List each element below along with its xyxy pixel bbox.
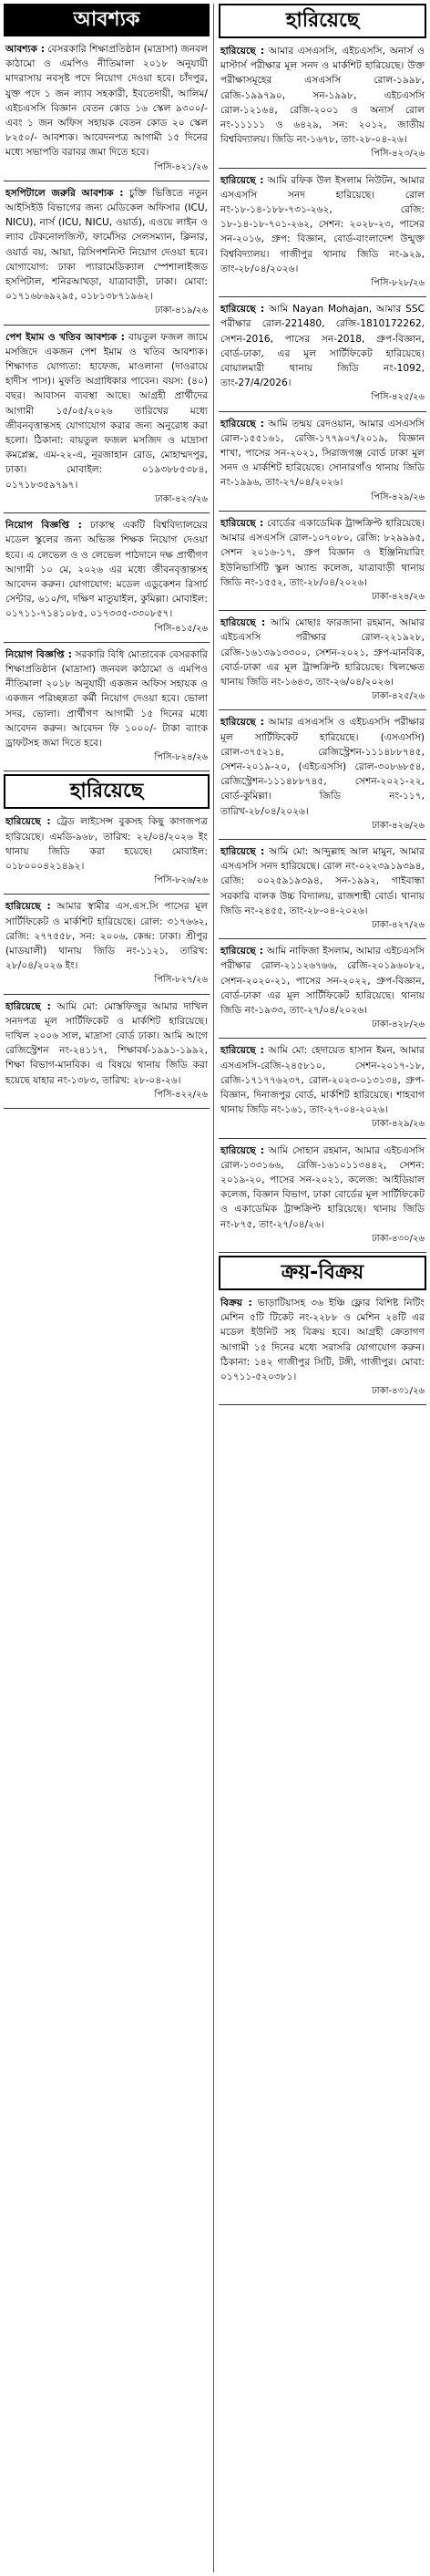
ad-text: ঢাকাস্থ একটি বিশ্ববিদ্যালয়ের মডেল স্কুলের জন্য অভিজ্ঞ শিক্ষক নিয়োগ দেওয়া হবে। এ লেভেল ও ও লেভেল পাঠদানে দক্ষ প্রার্থীগণ আগামী ১০ মে, ২০২৬ এর মধ্যে জীবনবৃত্তান্তসহ আবেদন করুন। যোগাযোগ: মডেল এডুকেশন রিসার্চ সেন্টার, ৬১০/গ, দক্ষিণ মাতুয়াইল, কুমিল্লা। মোবাইল: ০১৭১১-৭১৪১০৮৫, ০১৭৩৩৫-৩৩০৮৫৭। bbox=[5, 520, 208, 620]
ad-text: বেসরকারি শিক্ষাপ্রতিষ্ঠান (মাদ্রাসা) জনবল কাঠামো ও এমপিও নীতিমালা ২০১৮ অনুযায়ী মাদরাসায় নবসৃষ্ট পদে নিয়োগ দেওয়া হবে। চাঁদপুর, যুক্ত পদে ১ জন ল্যাব সহকারী, ইবতেদায়ী, আলিম/এইচএসসি বিজ্ঞান বেতন কোড ১৬ স্কেল ৯৩০০/- এবং ১ জন অফিস সহায়ক বেতন কোড ২০ স্কেল ৮২৫০/- আবশ্যক। আবেদনপত্র আগামী ১৫ দিনের মধ্যে সভাপতি বরাবর জমা দিতে হবে। bbox=[5, 44, 208, 159]
ad-text: আমি মোছাঃ ফারজানা রহমান, আমার এইচএসসি পরীক্ষার রোল-২২১৯২৮, রেজি-১৬১৩৯১৩৩০০, সেশন-২০২১, গ্রুপ-মানবিক, বোর্ড-ঢাকা এর মূল ট্রান্সক্রিপ্ট হারিয়েছে। খিলক্ষেত থানায় জিডি নং-১৬৪৩, তাং-২৬/০৪/২০২৬। bbox=[220, 617, 425, 688]
classified-ad bbox=[219, 843, 426, 939]
ad-keyword: হারিয়েছে : bbox=[220, 418, 264, 429]
section-header-lost: হারিয়েছে bbox=[219, 4, 426, 38]
ad-reference: পিসি-৮২৭/২৬ bbox=[154, 975, 208, 986]
ad-keyword: হারিয়েছে : bbox=[220, 717, 264, 729]
ad-keyword: হারিয়েছে : bbox=[220, 946, 263, 957]
ad-reference: পিসি-৮২৮/২৬ bbox=[371, 278, 425, 289]
ad-reference: ঢাকা-৪২৫/২৬ bbox=[372, 691, 425, 702]
classified-ad bbox=[4, 897, 210, 994]
ad-reference: ঢাকা-৪২৭/২৬ bbox=[372, 919, 425, 930]
classified-ad bbox=[219, 171, 426, 298]
classified-ad bbox=[219, 300, 426, 411]
classified-ad bbox=[4, 646, 210, 772]
classified-ad bbox=[219, 1142, 426, 1253]
ad-keyword: হারিয়েছে : bbox=[220, 617, 266, 629]
ad-text: আমি মো: আব্দুল্লাহ আল মামুন, আমার এসএসসি সনদ হারিয়েছে। রোল নং-০২২৩৯১৯৩৯৪, রেজি: ০০২৫৯১৯৩৯৪, সন-১৯৯২, গাইবান্ধা সরকারি বালক উচ্চ বিদ্যালয়, রাজশাহী বোর্ড। থানায় জিডি নং-২৪৫৫, তাং-২৮-০৪-২০২৬। bbox=[220, 845, 425, 916]
ad-reference: পিসি-৮২৬/২৬ bbox=[154, 875, 208, 886]
ad-text: আমি মো: মোস্তফিজুর আমার দাখিল সনদপত্র মূল সার্টিফিকেট ও মার্কশিট হারিয়েছে। দাখিল ২০০৬ সাল, মাদ্রাসা বোর্ড ঢাকা। আমি আগে রেজিস্ট্রেশন নং-২৪১১৭, শিক্ষাবর্ষ-১৯৯১-১৯৯২, শিক্ষা বিভাগ-মানবিক। এ বিষয়ে থানায় জিডি করা হয়েছে যাহার নং-১৩৮৩, তারিখ: ২৮-০৪-২৬। bbox=[5, 1000, 208, 1086]
ad-text: চুক্তি ভিত্তিতে নতুন আইসিইউ বিভাগের জন্য মেডিকেল অফিসার (ICU, NICU), নার্স (ICU, NICU, ওয়ার্ড), এওয়ে লাইন ও ল্যাব টেকনোলজিস্ট, ফার্মেসির সেলসম্যান, ক্লিনার, ওয়ার্ড বয়, আয়া, রিসিপশনিস্ট নিয়োগ দেওয়া হবে। যোগাযোগ: ঢাকা প্যারামেডিক্যাল স্পেশালাইজড হসপিটাল, শনিরআখড়া, যাত্রাবাড়ী, ঢাকা। মোবা: ০১৭১৬৮৬৯২৯৫, ০১৮১৩৮৭১৯৬২। bbox=[5, 187, 208, 303]
ad-keyword: পেশ ইমাম ও খতিব আবশ্যক : bbox=[5, 331, 125, 343]
section-header-buy-sell: ক্রয়-বিক্রয় bbox=[219, 1256, 426, 1290]
classified-ad bbox=[4, 516, 210, 643]
ad-text: ভাড়াটিয়াসহ ৩৬ ইঞ্চি ফ্লোর বিশিষ্ট নিটিং মেশিন ৫টি টিকেট নং-২২৮৮ ও মেশিন ২৪টি এর মডেল ইউনিট সহ বিক্রয় হবে। আগ্রহী ক্রেতাগণ আগামী ১৫ দিনের মধ্যে সরাসরি যোগাযোগ করুন। ঠিকানা: ১৪২ গাজীপুর সিটি, টঙ্গী, গাজীপুর। মোবা: ০১৭১১-৫২০৩৮১। bbox=[220, 1298, 425, 1383]
classified-ad bbox=[4, 40, 210, 181]
classified-ad bbox=[4, 998, 210, 1109]
ad-keyword: হারিয়েছে : bbox=[220, 174, 264, 186]
right-column bbox=[219, 4, 426, 2572]
ad-keyword: হারিয়েছে : bbox=[220, 1144, 264, 1156]
ad-reference: ঢাকা-৪২৬/২৬ bbox=[372, 820, 425, 831]
ad-keyword: নিয়োগ বিজ্ঞপ্তি : bbox=[5, 520, 82, 532]
classified-ad bbox=[219, 942, 426, 1039]
ad-keyword: হারিয়েছে : bbox=[220, 304, 265, 316]
classified-ad bbox=[219, 614, 426, 710]
ad-keyword: আবশ্যক : bbox=[5, 44, 45, 55]
classified-ad bbox=[219, 514, 426, 611]
ad-keyword: হারিয়েছে : bbox=[5, 1000, 51, 1012]
classified-ad bbox=[4, 812, 210, 895]
ad-keyword: হারিয়েছে : bbox=[5, 816, 51, 828]
ad-reference: ঢাকা-৪২৮/২৬ bbox=[372, 1019, 425, 1030]
classified-ad bbox=[219, 1294, 426, 1405]
ad-text: সরকারি বিধি মোতাবেক বেসরকারি শিক্ষাপ্রতিষ্ঠান (মাদ্রাসা) জনবল কাঠামো ও এমপিও নীতিমালা ২০১৮ অনুযায়ী একজন অফিস সহায়ক ও একজন পরিচ্ছন্নতা কর্মী নিয়োগ দেওয়া হবে। ভোলা সদর, ভোলা। প্রার্থীগণ আগামী ১৫ দিনের মধ্যে আবেদন করুন। আবেদন ফি ১০০০/- টাকা ব্যাংক ড্রাফটসহ জমা দিতে হবে। bbox=[5, 648, 208, 749]
ad-keyword: হসপিটালে জরুরি আবশ্যক : bbox=[5, 187, 124, 199]
ad-keyword: হারিয়েছে : bbox=[5, 901, 51, 913]
ad-reference: ঢাকা-৪৩০/২৬ bbox=[372, 1233, 425, 1244]
ad-text: আমার এসএসসি ও এইচএসসি পরীক্ষার মূল সার্টিফিকেট হারিয়েছে। (এসএসসি) রোল-৩৭৫২১৪, রেজিস্ট্রেশন-১১১৪৮৮৭৪৫, সেশন-২০১৯-২০, (এইচএসসি) রোল-৩০৮৬৮৫৪, রেজিস্ট্রেশন-১১১৪৮৮৭৪৫, সেশন-২০২১-২২, বোর্ড-কুমিল্লা। জিডি নং-১১৭, তারিখ-২৮/০৪/২০২৬। bbox=[220, 717, 425, 817]
ad-keyword: বিক্রয় : bbox=[220, 1298, 252, 1309]
ad-reference: ঢাকা-৪২৪/২৬ bbox=[372, 591, 425, 602]
classified-ad bbox=[4, 184, 210, 326]
ad-text: ট্রেড লাইসেন্স বুকসহ কিছু কাগজপত্র হারিয়েছে। এমডি-৯৬৮, তারিখ: ২২/০৪/২০২৬ ইং থানায় জিডি করা হয়েছে। মোবাইল: ০১৮০০০৪২১৪৯২। bbox=[5, 816, 208, 872]
ad-reference: ঢাকা-৪২৩/২৬ bbox=[155, 493, 208, 504]
ad-reference: পিসি-৪২১/২৬ bbox=[154, 161, 208, 172]
ad-keyword: হারিয়েছে : bbox=[220, 46, 265, 57]
ad-reference: পিসি-৪২৩/২৬ bbox=[371, 149, 425, 160]
ad-text: আমি নাফিজা ইসলাম, আমার এইচএসসি পরীক্ষার রোল-২১১২৬৭৬৬, রেজি-২০১৯৬০৮২, সেশন-২০২০-২১, পাসের সন-২০২২, গ্রুপ-বিজ্ঞান, বোর্ড-ঢাকা এর মূল সার্টিফিকেট হারিয়েছে। থানায় জিডি নং-১৯৩৩, তাং-২৭/০৪/২০২৬। bbox=[220, 946, 425, 1016]
section-header-lost-left: হারিয়েছে bbox=[4, 774, 210, 809]
ad-text: আমি Nayan Mohajan, আমার SSC পরীক্ষার রোল-221480, রেজি-1810172262, সেশন-2016, পাসের সন-2018, গ্রুপ-বিজ্ঞান, বোর্ড-ঢাকা, এর মূল সার্টিফিকেট হারিয়েছে। বোয়ালমারী থানায় জিডি নং-1092, তাং-27/4/2026। bbox=[220, 304, 425, 389]
classified-ad bbox=[4, 328, 210, 513]
classified-ad bbox=[219, 42, 426, 169]
ad-reference: পিসি-৪২৯/২৬ bbox=[371, 491, 425, 502]
ad-text: আমার স্বামীর এস.এস.সি পাসের মূল সার্টিফিকেট ও মার্কশিট হারিয়েছে। রোল: ৩১৭৬৬২, রেজি: ২৭৭৫৫৮, সন: ২০০৬, কেন্দ্র: ঢাকা। শ্রীপুর (মাডয়ালী) থানায় জিডি নং-১১২১, তারিখ: ২৮/০৪/২০২৬ ইং। bbox=[5, 901, 208, 972]
ad-reference: ঢাকা-৪১৯/২৬ bbox=[155, 305, 208, 316]
ad-keyword: হারিয়েছে : bbox=[220, 1045, 264, 1057]
ad-text: আমার এসএসসি, এইচএসসি, অনার্স ও মাস্টার্স পরীক্ষার মূল সনদ ও মার্কশিট হারিয়েছে। উক্ত পরীক্ষাসমূহের এসএসসি রোল-১৯৯৮, রেজি-১৯৯৭৯০, সন-১৯৯৮, এইচএসসি রোল-১২১৬৪, রেজি-২০০১ ও অনার্স রোল নং-১১১১১ ও ৬৪২৯, সন: ২০১২, জাতীয় বিশ্ববিদ্যালয়। জিডি নং-১৬৭৮, তাং-২৮-০৪-২৬। bbox=[220, 46, 425, 146]
classified-ad bbox=[219, 713, 426, 840]
classified-ad bbox=[219, 1041, 426, 1138]
ad-keyword: হারিয়েছে : bbox=[220, 845, 265, 857]
ad-reference: পিসি-৪২৫/২৬ bbox=[371, 392, 425, 403]
section-header-wanted: আবশ্যক bbox=[4, 4, 210, 36]
ad-text: বোর্ডের একাডেমিক ট্রান্সক্রিপ্ট হারিয়েছে। আমার এসএসসি রোল-১০৭০৮০, রেজি: ৮২৯৯৯৫, সেশন ২০১৬-১৭, গ্রুপ বিজ্ঞান ও ইঞ্জিনিয়ারিং ইউনিভার্সিটি স্কুল অ্যান্ড কলেজ, যাত্রাবাড়ী থানায় জিডি নং-১৫৫২, তাং-২৮/০৪/২০২৬। bbox=[220, 517, 425, 588]
left-column bbox=[4, 4, 210, 2572]
ad-text: আমি তন্ময় রেদওয়ান, আমার এসএসসি রোল-১৫৫১৬১, রেজি-১৭৭৯০৭/২০১৯, বিজ্ঞান শাখা, পাসের সন-২০২১, সিরাজগঞ্জ বোর্ড ঢাকা মূল সনদ ও মার্কশিট হারিয়েছে। সোনারগাঁও থানায় জিডি নং-১৯৯৬, তাং-২৭/০৪/২০২৬। bbox=[220, 418, 425, 489]
ad-keyword: হারিয়েছে : bbox=[220, 517, 264, 529]
ad-keyword: নিয়োগ বিজ্ঞপ্তি : bbox=[5, 648, 72, 660]
ad-reference: ঢাকা-৪৩১/২৬ bbox=[372, 1386, 425, 1397]
ad-text: আমি সোহান রহমান, আমার এইচএসসি রোল-১৩৩১৬৬, রেজি-১৬১০১১৩৪৪২, সেশন: ২০১৯-২০, পাসের সন-২০২১, কলেজ: আইডিয়াল কলেজ, বিজ্ঞান বিভাগ, ঢাকা বোর্ডের মূল সার্টিফিকেট ও একাডেমিক ট্রান্সক্রিপ্ট হারিয়েছে। থানায় জিডি নং-৮৭৫, তাং-২৭/০৪/২৬। bbox=[220, 1144, 425, 1230]
ad-text: আমি রফিক উল ইসলাম নিউটন, আমার এসএসসি সনদ হারিয়েছে। রোল নং-১৮-১৪-১৮৮-৭৩১-২৬২, রেজি: ১৮-১৪-১৮-৭০১-২৬২, সেশন: ২০২৮-২৩, পাসের সন-২০১৬, গ্রুপ: বিজ্ঞান, বোর্ড-বাংলাদেশ উন্মুক্ত বিশ্ববিদ্যালয়। গাজীপুর থানায় জিডি নং-৯২৯, তাং-২৮/০৪/২০২৬। bbox=[220, 174, 425, 274]
ad-text: বায়তুল ফজল জামে মসজিদে একজন পেশ ইমাম ও খতিব আবশ্যক। শিক্ষাগত যোগ্যতা: হাফেজ, মাওলানা (দাওরায়ে হাদীস পাস)। মুফতি অগ্রাধিকার পাবেন। বয়স: (৪০) বছর। আবাসন ব্যবস্থা আছে। আগ্রহী প্রার্থীদের আগামী ১৫/০৫/২০২৬ তারিখের মধ্যে জীবনবৃত্তান্তসহ যোগাযোগ করার জন্য অনুরোধ করা হলো। ঠিকানা: বায়তুল ফজল মসজিদ ও মাদ্রাসা কমপ্লেক্স, এম-২২-এ, নূরজাহান রোড, মোহাম্মদপুর, ঢাকা। মোবাইল: ০১৯৩৮৮৫৩৮৪, ০১৭১৮৩৫৯৭৯৭। bbox=[5, 331, 209, 491]
ad-reference: ঢাকা-৪২৯/২৬ bbox=[372, 1119, 425, 1130]
classified-ad bbox=[219, 415, 426, 512]
column-divider bbox=[213, 4, 214, 2572]
ad-reference: পিসি-৪১৫/২৬ bbox=[154, 623, 208, 634]
ad-reference: পিসি-৪২২/২৬ bbox=[154, 1089, 208, 1100]
ad-reference: পিসি-৮২৪/২৬ bbox=[154, 752, 208, 763]
ad-text: আমি মো: হেদায়েত হাসান ইমন, আমার এসএসসি-রেজি-২৪৫৮১০, সেশন-২০১৭-১৮, রেজি-১৭১৭৭৬২৩৭, রোল-২০২৩-০১৩১৩৪, গ্রুপ-বিজ্ঞান, দিনাজপুর বোর্ড, মার্কশিট হারিয়েছে। শাহবাগ থানায় জিডি নং-১৬১, তাং-২৭-০৪-২০২৬। bbox=[220, 1045, 425, 1116]
